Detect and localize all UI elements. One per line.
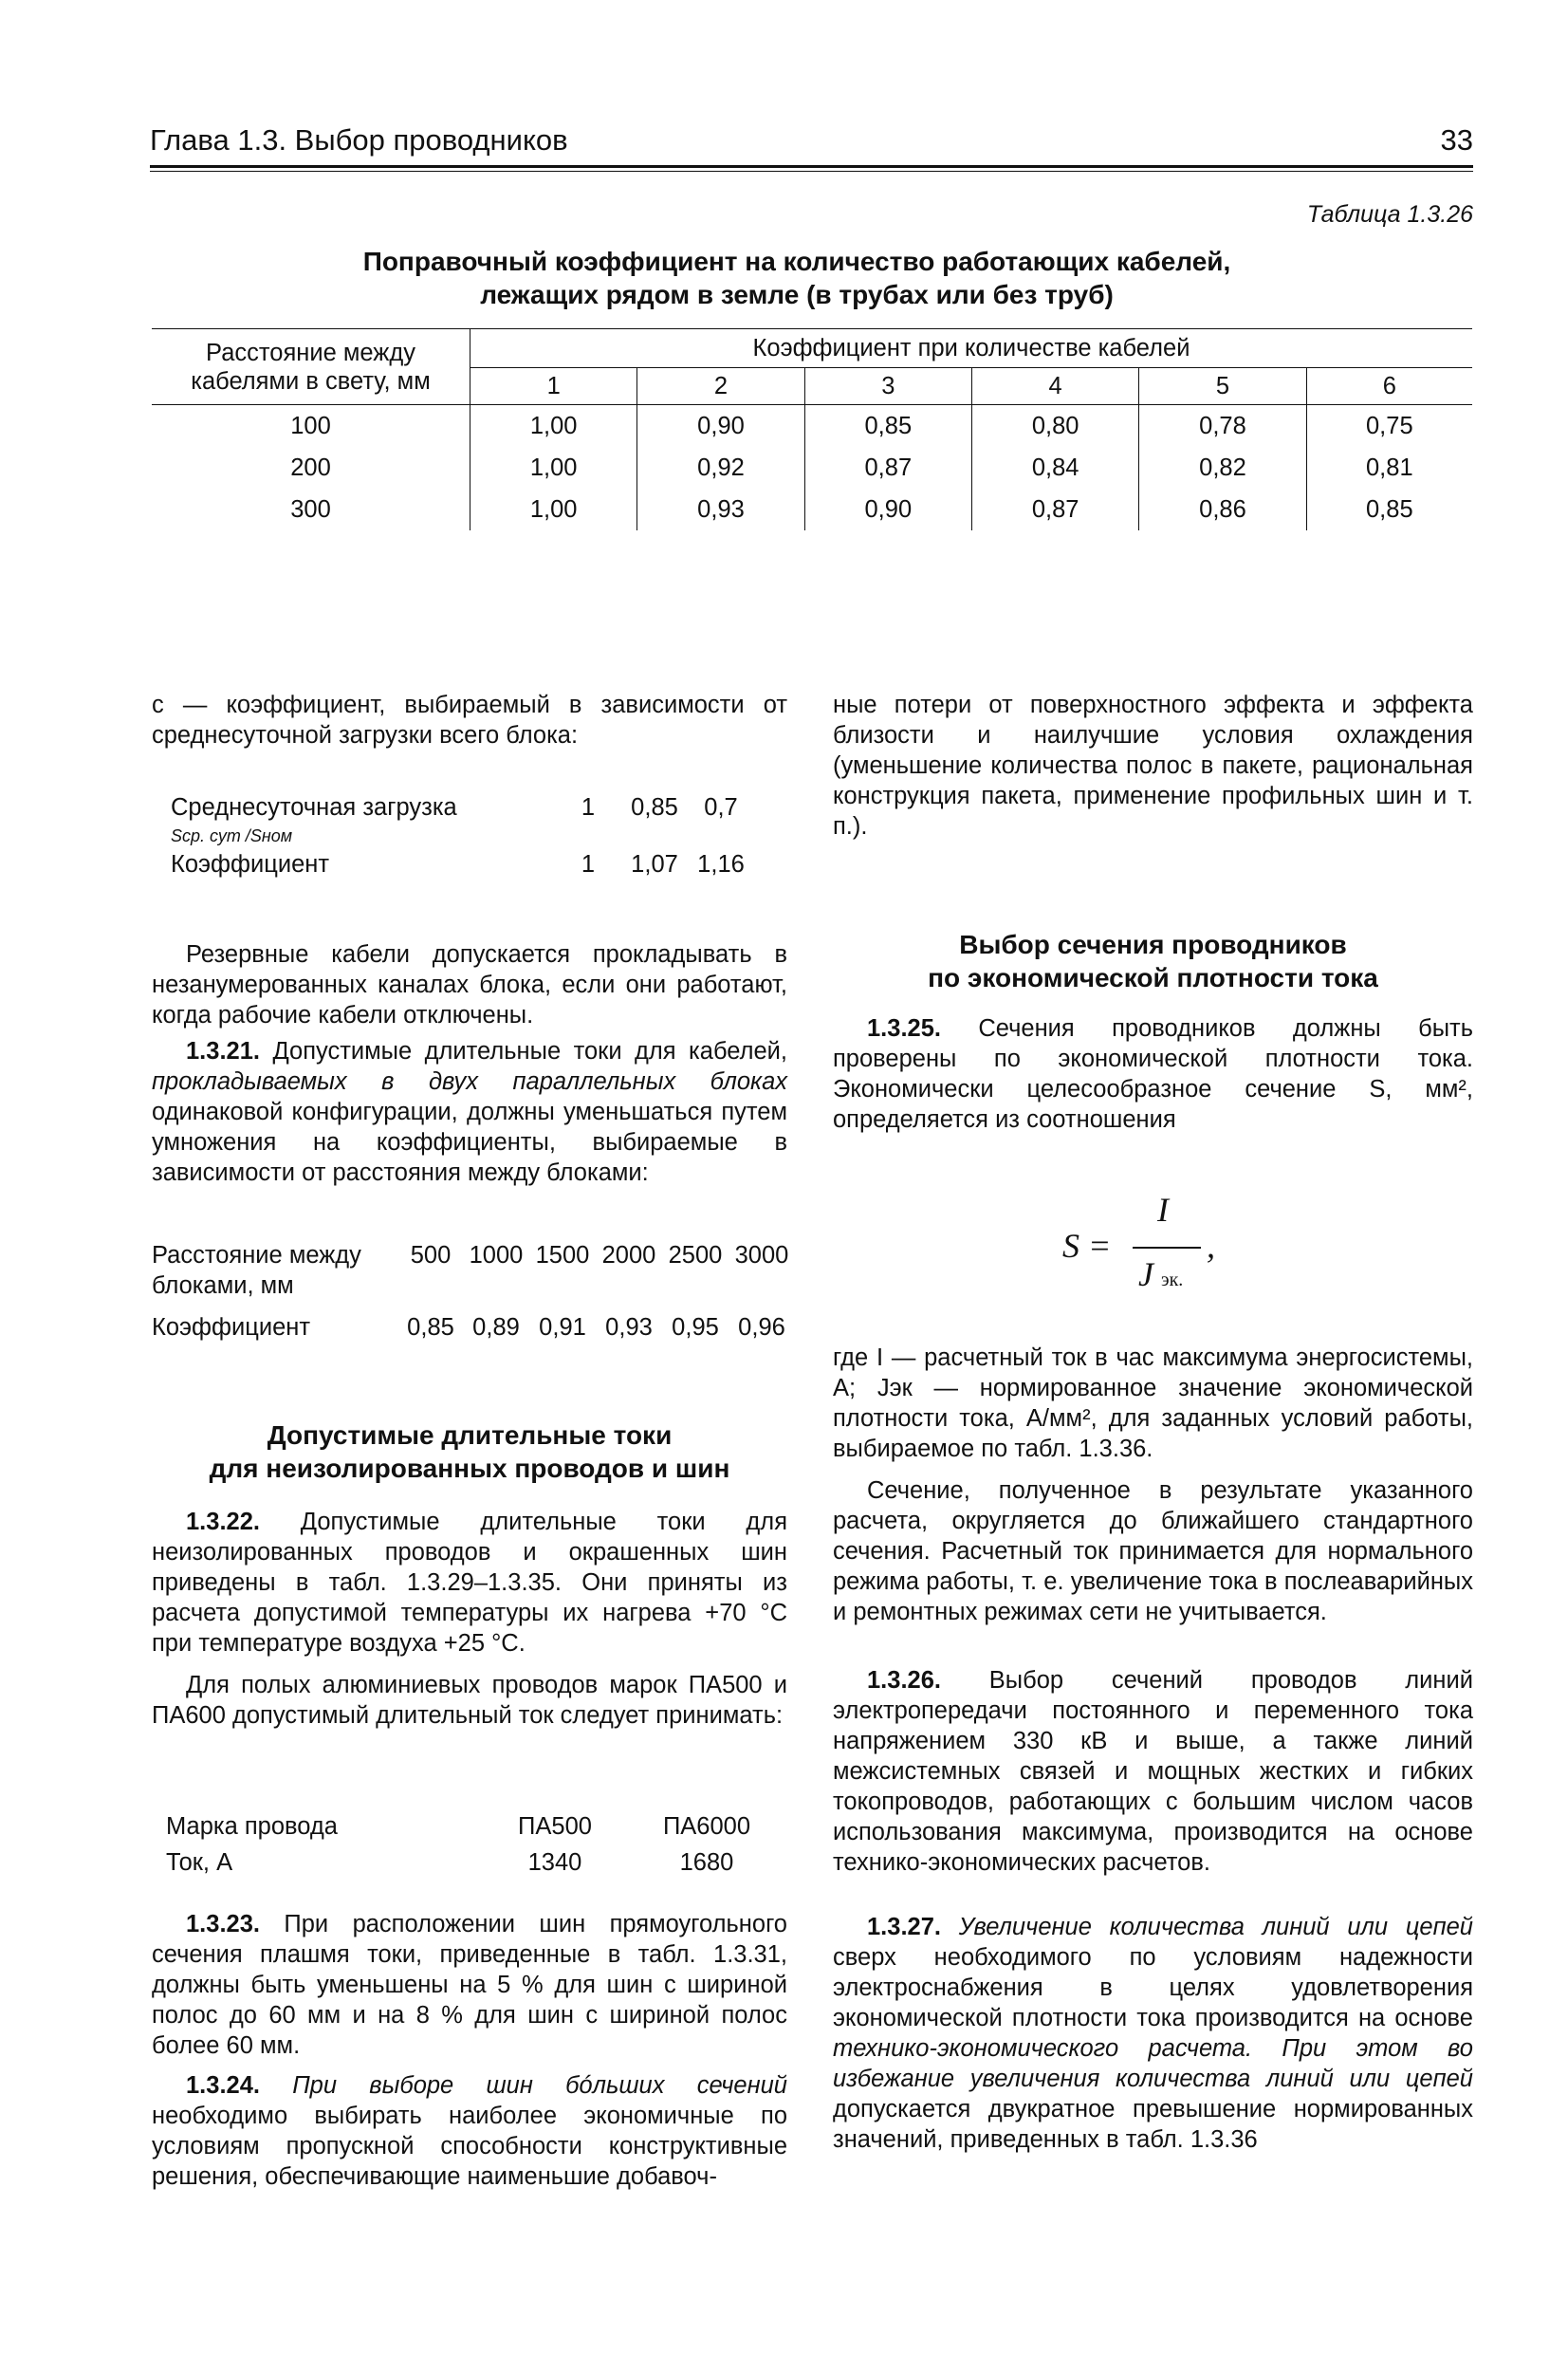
clause-text: Допустимые длительные токи для неизолированных проводов и окрашенных шин приведены в табл. 1.3.29–1.3.35. Они приняты из расчета допустимой температуры их нагрева +70 °С при температуре воздуха +25 °С. — [152, 1509, 787, 1657]
formula-numerator: I — [1157, 1191, 1169, 1229]
value-cell: 0,92 — [637, 447, 804, 489]
clause-number: 1.3.22. — [186, 1509, 260, 1535]
count-cell: 4 — [971, 368, 1138, 405]
dcoef-label: Коэффициент — [152, 1314, 311, 1341]
dcoef-val: 0,93 — [605, 1314, 653, 1341]
coefficient-table — [152, 328, 1472, 530]
clause-number: 1.3.21. — [186, 1038, 260, 1065]
right-paragraph-1325 — [833, 1013, 1473, 1135]
section-title-line2: для неизолированных проводов и шин — [209, 1454, 730, 1483]
page-number: 33 — [1440, 123, 1473, 157]
clause-italic: технико-экономического расчета. При этом во избежание увеличения количества линий или цепей — [833, 2035, 1473, 2092]
brand-val: ПА500 — [518, 1813, 592, 1840]
left-paragraph-hollow: Для полых алюминиевых проводов марок ПА500 и ПА600 допустимый длительный ток следует принимать: — [152, 1672, 787, 1729]
value-cell: 0,80 — [971, 405, 1138, 448]
value-cell: 0,75 — [1306, 405, 1472, 448]
value-cell: 0,85 — [804, 405, 971, 448]
distance-coef-table — [152, 1240, 795, 1343]
current-val: 1340 — [527, 1849, 582, 1876]
clause-number: 1.3.23. — [186, 1911, 260, 1937]
table-title-line2: лежащих рядом в земле (в трубах или без труб) — [480, 280, 1114, 309]
chapter-title: Глава 1.3. Выбор проводников — [150, 123, 568, 157]
row-distance: 200 — [290, 454, 331, 481]
value-cell: 0,93 — [637, 489, 804, 530]
right-paragraph-1327 — [833, 1912, 1473, 2155]
load-label: Среднесуточная загрузка — [171, 794, 457, 821]
count-cell: 5 — [1139, 368, 1306, 405]
count-cell: 1 — [470, 368, 637, 405]
dist-val: 500 — [410, 1242, 452, 1269]
clause-text: сверх необходимого по условиям надежности электроснабжения в целях удовлетворения экономической плотности тока производится на основе — [833, 1944, 1473, 2031]
table-number: Таблица 1.3.26 — [1306, 201, 1473, 228]
table-title-line1: Поправочный коэффициент на количество работающих кабелей, — [362, 247, 1231, 276]
clause-text: Сечения проводников должны быть проверены по экономической плотности тока. Экономически целесообразное сечение S, мм², определяется из соотношения — [833, 1015, 1473, 1133]
clause-number: 1.3.25. — [867, 1015, 941, 1042]
load-coef-table — [171, 792, 749, 880]
dcoef-val: 0,85 — [407, 1314, 454, 1341]
right-paragraph-losses: ные потери от поверхностного эффекта и эффекта близости и наилучшие условия охлаждения (уменьшение количества полос в пакете, рациональная конструкция пакета, применение профильных шин и т. п.). — [833, 692, 1473, 840]
header-rule — [150, 165, 1473, 168]
section-title-line2: по экономической плотности тока — [928, 963, 1378, 992]
dcoef-val: 0,89 — [472, 1314, 520, 1341]
formula-lhs: S = — [1062, 1227, 1112, 1265]
dcoef-val: 0,95 — [672, 1314, 719, 1341]
formula-comma: , — [1207, 1227, 1215, 1265]
formula-den-subscript: эк. — [1161, 1270, 1184, 1290]
left-paragraph-1323 — [152, 1909, 787, 2061]
coef-val: 1,07 — [631, 851, 678, 878]
value-cell: 0,86 — [1139, 489, 1306, 530]
coef-val: 1,16 — [697, 851, 745, 878]
value-cell: 0,78 — [1139, 405, 1306, 448]
clause-text: Допустимые длительные токи для кабелей, — [272, 1038, 787, 1065]
fraction-bar — [1133, 1247, 1201, 1249]
current-val: 1680 — [679, 1849, 734, 1876]
load-val: 0,7 — [704, 794, 738, 821]
count-cell: 2 — [637, 368, 804, 405]
table-title — [341, 245, 1252, 311]
formula-denominator: J — [1138, 1255, 1153, 1293]
formula-s-equals-i-over-j — [1062, 1191, 1290, 1300]
right-paragraph-where: где I — расчетный ток в час максимума энергосистемы, А; Jэк — нормированное значение экономической плотности тока, А/мм², для заданных условий работы, выбираемое по табл. 1.3.36. — [833, 1344, 1473, 1462]
dist-val: 2500 — [668, 1242, 723, 1269]
clause-number: 1.3.27. — [867, 1914, 941, 1940]
clause-text: одинаковой конфигурации, должны уменьшаться путем умножения на коэффициенты, выбираемые в зависимости от расстояния между блоками: — [152, 1099, 787, 1186]
row-distance: 300 — [290, 495, 331, 523]
clause-number: 1.3.24. — [186, 2072, 260, 2099]
coef-label: Коэффициент — [171, 851, 330, 878]
dist-val: 2000 — [601, 1242, 656, 1269]
clause-text: необходимо выбирать наиболее экономичные по условиям пропускной способности конструктивные решения, обеспечивающие наименьшие добавоч- — [152, 2103, 787, 2190]
value-cell: 0,87 — [971, 489, 1138, 530]
left-paragraph-1321 — [152, 1036, 787, 1188]
clause-text: При расположении шин прямоугольного сечения плашмя токи, приведенные в табл. 1.3.31, должны быть уменьшены на 5 % для шин с шириной полос до 60 мм и на 8 % для шин с шириной полос более 60 мм. — [152, 1911, 787, 2059]
value-cell: 0,81 — [1306, 447, 1472, 489]
header-rule-thin — [150, 171, 1473, 172]
value-cell: 1,00 — [470, 405, 637, 448]
clause-italic: прокладываемых в двух параллельных блоках — [152, 1068, 787, 1095]
clause-text: допускается двукратное превышение нормированных значений, приведенных в табл. 1.3.36 — [833, 2096, 1473, 2153]
coef-val: 1 — [581, 851, 596, 878]
value-cell: 0,90 — [804, 489, 971, 530]
dist-val: 3000 — [734, 1242, 789, 1269]
value-cell: 0,85 — [1306, 489, 1472, 530]
section-title-line1: Выбор сечения проводников — [959, 930, 1347, 959]
value-cell: 1,00 — [470, 447, 637, 489]
value-cell: 1,00 — [470, 489, 637, 530]
current-label: Ток, А — [166, 1849, 233, 1876]
left-paragraph-c: c — коэффициент, выбираемый в зависимости от среднесуточной загрузки всего блока: — [152, 692, 787, 749]
clause-number: 1.3.26. — [867, 1667, 941, 1694]
load-subscript: Sср. сут /Sном — [171, 826, 293, 845]
left-paragraph-1322 — [152, 1507, 787, 1659]
clause-italic: Увеличение количества линий или цепей — [940, 1914, 1473, 1940]
value-cell: 0,90 — [637, 405, 804, 448]
load-val: 1 — [581, 794, 596, 821]
count-cell: 3 — [804, 368, 971, 405]
dist-val: 1000 — [469, 1242, 524, 1269]
col-header-distance: Расстояние между кабелями в свету, мм — [152, 329, 470, 405]
count-cell: 6 — [1306, 368, 1472, 405]
clause-text: Выбор сечений проводов линий электропередачи постоянного и переменного тока напряжением 330 кВ и выше, а также линий межсистемных связей и мощных жестких и гибких токопроводов, работающих с большим числом часов использования максимума, производится на основе технико-экономических расчетов. — [833, 1667, 1473, 1876]
dist-label-line2: блоками, мм — [152, 1272, 294, 1299]
section-title-economic-density — [833, 928, 1473, 994]
col-header-coef: Коэффициент при количестве кабелей — [470, 329, 1473, 368]
left-paragraph-1324 — [152, 2070, 787, 2192]
right-paragraph-1326 — [833, 1665, 1473, 1878]
brand-val: ПА6000 — [662, 1813, 751, 1840]
clause-italic: При выборе шин бóльших сечений — [259, 2072, 787, 2099]
section-title-bare-conductors — [152, 1418, 787, 1485]
load-val: 0,85 — [631, 794, 678, 821]
section-title-line1: Допустимые длительные токи — [267, 1420, 673, 1450]
row-distance: 100 — [290, 412, 331, 439]
table-row — [152, 405, 1472, 448]
left-paragraph-reserve: Резервные кабели допускается прокладывать в незанумерованных каналах блока, если они работают, когда рабочие кабели отключены. — [152, 941, 787, 1029]
table-row — [152, 489, 1472, 530]
table-row — [152, 447, 1472, 489]
dcoef-val: 0,96 — [738, 1314, 785, 1341]
value-cell: 0,84 — [971, 447, 1138, 489]
dcoef-val: 0,91 — [539, 1314, 586, 1341]
value-cell: 0,82 — [1139, 447, 1306, 489]
dist-label — [152, 1240, 398, 1301]
value-cell: 0,87 — [804, 447, 971, 489]
right-paragraph-rounding: Сечение, полученное в результате указанного расчета, округляется до ближайшего стандартного сечения. Расчетный ток принимается для нормального режима работы, т. е. увеличение тока в послеаварийных и ремонтных режимах сети не учитывается. — [833, 1477, 1473, 1625]
dist-label-line1: Расстояние между — [152, 1242, 361, 1269]
dist-val: 1500 — [535, 1242, 590, 1269]
brand-label: Марка провода — [166, 1813, 338, 1840]
brand-current-table — [166, 1806, 783, 1878]
